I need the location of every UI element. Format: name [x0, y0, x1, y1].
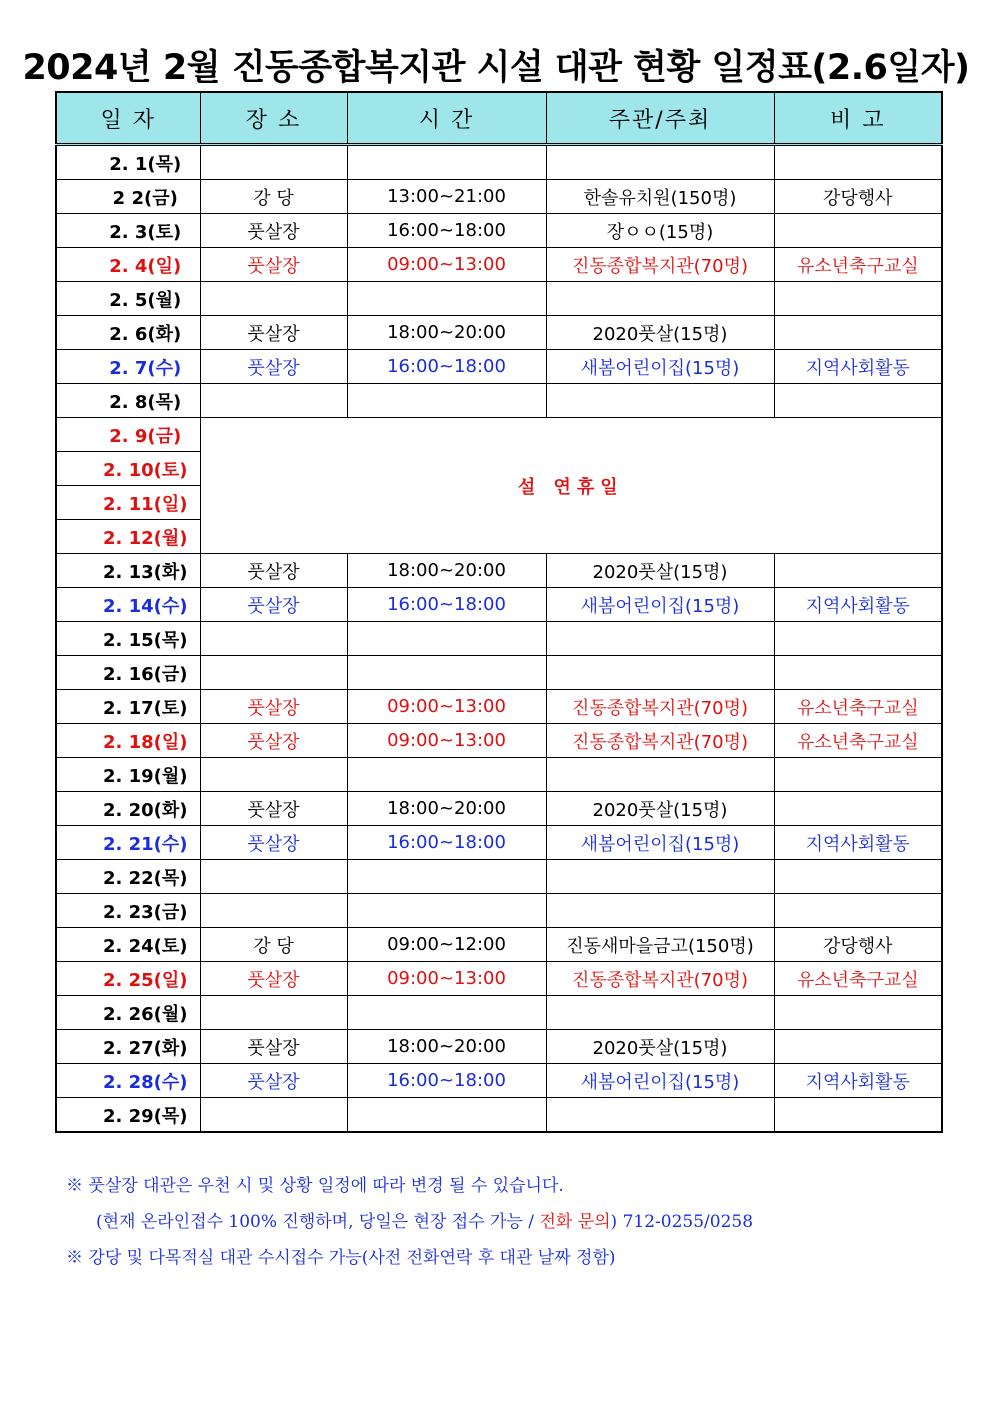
table-row [56, 282, 942, 316]
cell-place: 강 당 [200, 928, 347, 962]
cell-host [546, 282, 774, 316]
cell-date: 2. 9(금) [56, 418, 200, 452]
cell-host: 새봄어린이집(15명) [546, 350, 774, 384]
cell-host: 진동새마을금고(150명) [546, 928, 774, 962]
cell-place [200, 758, 347, 792]
header-note: 비 고 [774, 92, 942, 145]
table-row [56, 418, 942, 452]
cell-date: 2. 7(수) [56, 350, 200, 384]
table-row [56, 724, 942, 758]
cell-time [347, 145, 546, 180]
cell-place: 풋살장 [200, 316, 347, 350]
cell-host: 진동종합복지관(70명) [546, 724, 774, 758]
notes-section [66, 1168, 946, 1276]
table-header-row [56, 92, 942, 145]
cell-host: 2020풋살(15명) [546, 1030, 774, 1064]
table-row [56, 622, 942, 656]
cell-note [774, 792, 942, 826]
holiday-label: 설 연휴일 [200, 418, 942, 554]
cell-host [546, 996, 774, 1030]
cell-note [774, 996, 942, 1030]
cell-date: 2. 8(목) [56, 384, 200, 418]
header-host: 주관/주최 [546, 92, 774, 145]
cell-note: 강당행사 [774, 928, 942, 962]
cell-date: 2. 5(월) [56, 282, 200, 316]
cell-place [200, 282, 347, 316]
cell-note [774, 384, 942, 418]
cell-place: 풋살장 [200, 690, 347, 724]
note-phone-inquiry: 전화 문의 [539, 1212, 611, 1232]
cell-host: 진동종합복지관(70명) [546, 248, 774, 282]
cell-note [774, 1098, 942, 1133]
cell-time [347, 1098, 546, 1133]
table-row [56, 690, 942, 724]
cell-host [546, 1098, 774, 1133]
cell-host: 새봄어린이집(15명) [546, 588, 774, 622]
cell-date: 2. 13(화) [56, 554, 200, 588]
table-row [56, 145, 942, 180]
cell-date: 2. 4(일) [56, 248, 200, 282]
table-row [56, 248, 942, 282]
cell-place: 풋살장 [200, 826, 347, 860]
cell-note [774, 656, 942, 690]
cell-time: 16:00~18:00 [347, 214, 546, 248]
header-date: 일 자 [56, 92, 200, 145]
note-line-3: ※ 강당 및 다목적실 대관 수시접수 가능(사전 전화연락 후 대관 날짜 정함) [66, 1248, 616, 1268]
cell-place [200, 996, 347, 1030]
table-row [56, 1030, 942, 1064]
cell-note [774, 758, 942, 792]
cell-place [200, 656, 347, 690]
cell-host [546, 758, 774, 792]
cell-note: 지역사회활동 [774, 588, 942, 622]
cell-date: 2. 19(월) [56, 758, 200, 792]
cell-place [200, 622, 347, 656]
cell-place: 풋살장 [200, 962, 347, 996]
cell-host [546, 145, 774, 180]
cell-time: 09:00~13:00 [347, 248, 546, 282]
cell-date: 2. 25(일) [56, 962, 200, 996]
cell-place: 풋살장 [200, 554, 347, 588]
cell-note: 지역사회활동 [774, 826, 942, 860]
cell-place: 풋살장 [200, 1030, 347, 1064]
header-place: 장 소 [200, 92, 347, 145]
table-body [56, 145, 942, 1133]
cell-place [200, 384, 347, 418]
cell-time: 09:00~13:00 [347, 690, 546, 724]
cell-time [347, 758, 546, 792]
table-row [56, 826, 942, 860]
cell-host: 한솔유치원(150명) [546, 180, 774, 214]
cell-date: 2. 26(월) [56, 996, 200, 1030]
cell-time: 09:00~13:00 [347, 962, 546, 996]
cell-date: 2. 20(화) [56, 792, 200, 826]
cell-note [774, 282, 942, 316]
cell-note [774, 554, 942, 588]
cell-host [546, 860, 774, 894]
cell-time [347, 894, 546, 928]
table-row [56, 656, 942, 690]
table-row [56, 214, 942, 248]
cell-time [347, 622, 546, 656]
cell-place: 강 당 [200, 180, 347, 214]
cell-place [200, 860, 347, 894]
cell-place [200, 145, 347, 180]
cell-time: 18:00~20:00 [347, 792, 546, 826]
table-row [56, 996, 942, 1030]
cell-note: 유소년축구교실 [774, 962, 942, 996]
cell-host: 2020풋살(15명) [546, 792, 774, 826]
table-row [56, 350, 942, 384]
table-row [56, 180, 942, 214]
table-row [56, 758, 942, 792]
cell-time [347, 996, 546, 1030]
cell-note [774, 1030, 942, 1064]
cell-date: 2. 18(일) [56, 724, 200, 758]
cell-place: 풋살장 [200, 248, 347, 282]
note-line-2-part-a: (현재 온라인접수 100% 진행하며, 당일은 현장 접수 가능 / [96, 1212, 540, 1232]
cell-note: 지역사회활동 [774, 350, 942, 384]
table-row [56, 860, 942, 894]
cell-host [546, 622, 774, 656]
table-row [56, 792, 942, 826]
cell-time: 09:00~12:00 [347, 928, 546, 962]
cell-date: 2. 3(토) [56, 214, 200, 248]
cell-date: 2. 16(금) [56, 656, 200, 690]
page-title: 2024년 2월 진동종합복지관 시설 대관 현황 일정표(2.6일자) [22, 48, 970, 88]
cell-time [347, 384, 546, 418]
cell-host: 진동종합복지관(70명) [546, 690, 774, 724]
cell-note [774, 214, 942, 248]
cell-date: 2. 21(수) [56, 826, 200, 860]
cell-place: 풋살장 [200, 1064, 347, 1098]
cell-place: 풋살장 [200, 792, 347, 826]
table-row [56, 962, 942, 996]
cell-time: 16:00~18:00 [347, 588, 546, 622]
cell-date: 2. 23(금) [56, 894, 200, 928]
cell-host [546, 656, 774, 690]
cell-date: 2. 1(목) [56, 145, 200, 180]
cell-time: 16:00~18:00 [347, 350, 546, 384]
cell-time [347, 656, 546, 690]
rental-schedule-table [55, 91, 943, 1133]
table-row [56, 894, 942, 928]
cell-date: 2. 22(목) [56, 860, 200, 894]
cell-date: 2. 28(수) [56, 1064, 200, 1098]
cell-place: 풋살장 [200, 724, 347, 758]
cell-time [347, 282, 546, 316]
note-line-2 [66, 1204, 946, 1240]
cell-date: 2. 27(화) [56, 1030, 200, 1064]
cell-place [200, 894, 347, 928]
cell-date: 2. 12(월) [56, 520, 200, 554]
cell-host: 2020풋살(15명) [546, 554, 774, 588]
table-row [56, 384, 942, 418]
table-row [56, 928, 942, 962]
cell-place [200, 1098, 347, 1133]
table-row [56, 588, 942, 622]
cell-time: 18:00~20:00 [347, 1030, 546, 1064]
cell-date: 2. 24(토) [56, 928, 200, 962]
note-line-2-part-c: ) 712-0255/0258 [610, 1212, 754, 1232]
cell-note [774, 622, 942, 656]
cell-note: 유소년축구교실 [774, 724, 942, 758]
cell-date: 2. 29(목) [56, 1098, 200, 1133]
cell-host [546, 894, 774, 928]
cell-host [546, 384, 774, 418]
cell-host: 새봄어린이집(15명) [546, 826, 774, 860]
cell-date: 2. 14(수) [56, 588, 200, 622]
cell-time: 16:00~18:00 [347, 826, 546, 860]
table-row [56, 554, 942, 588]
cell-time: 16:00~18:00 [347, 1064, 546, 1098]
cell-time: 18:00~20:00 [347, 554, 546, 588]
cell-host: 장ㅇㅇ(15명) [546, 214, 774, 248]
cell-date: 2. 15(목) [56, 622, 200, 656]
cell-date: 2. 6(화) [56, 316, 200, 350]
cell-host: 새봄어린이집(15명) [546, 1064, 774, 1098]
cell-time [347, 860, 546, 894]
cell-date: 2. 17(토) [56, 690, 200, 724]
cell-note: 강당행사 [774, 180, 942, 214]
note-line-1: ※ 풋살장 대관은 우천 시 및 상황 일정에 따라 변경 될 수 있습니다. [66, 1176, 564, 1196]
cell-date: 2. 10(토) [56, 452, 200, 486]
cell-place: 풋살장 [200, 350, 347, 384]
cell-note: 유소년축구교실 [774, 690, 942, 724]
cell-time: 13:00~21:00 [347, 180, 546, 214]
cell-place: 풋살장 [200, 214, 347, 248]
table-row [56, 1064, 942, 1098]
cell-note [774, 860, 942, 894]
cell-date: 2 2(금) [56, 180, 200, 214]
cell-host: 진동종합복지관(70명) [546, 962, 774, 996]
cell-time: 18:00~20:00 [347, 316, 546, 350]
table-row [56, 1098, 942, 1133]
cell-note [774, 145, 942, 180]
header-time: 시 간 [347, 92, 546, 145]
table-row [56, 316, 942, 350]
cell-host: 2020풋살(15명) [546, 316, 774, 350]
cell-place: 풋살장 [200, 588, 347, 622]
cell-date: 2. 11(일) [56, 486, 200, 520]
cell-time: 09:00~13:00 [347, 724, 546, 758]
cell-note: 지역사회활동 [774, 1064, 942, 1098]
cell-note [774, 316, 942, 350]
cell-note: 유소년축구교실 [774, 248, 942, 282]
cell-note [774, 894, 942, 928]
